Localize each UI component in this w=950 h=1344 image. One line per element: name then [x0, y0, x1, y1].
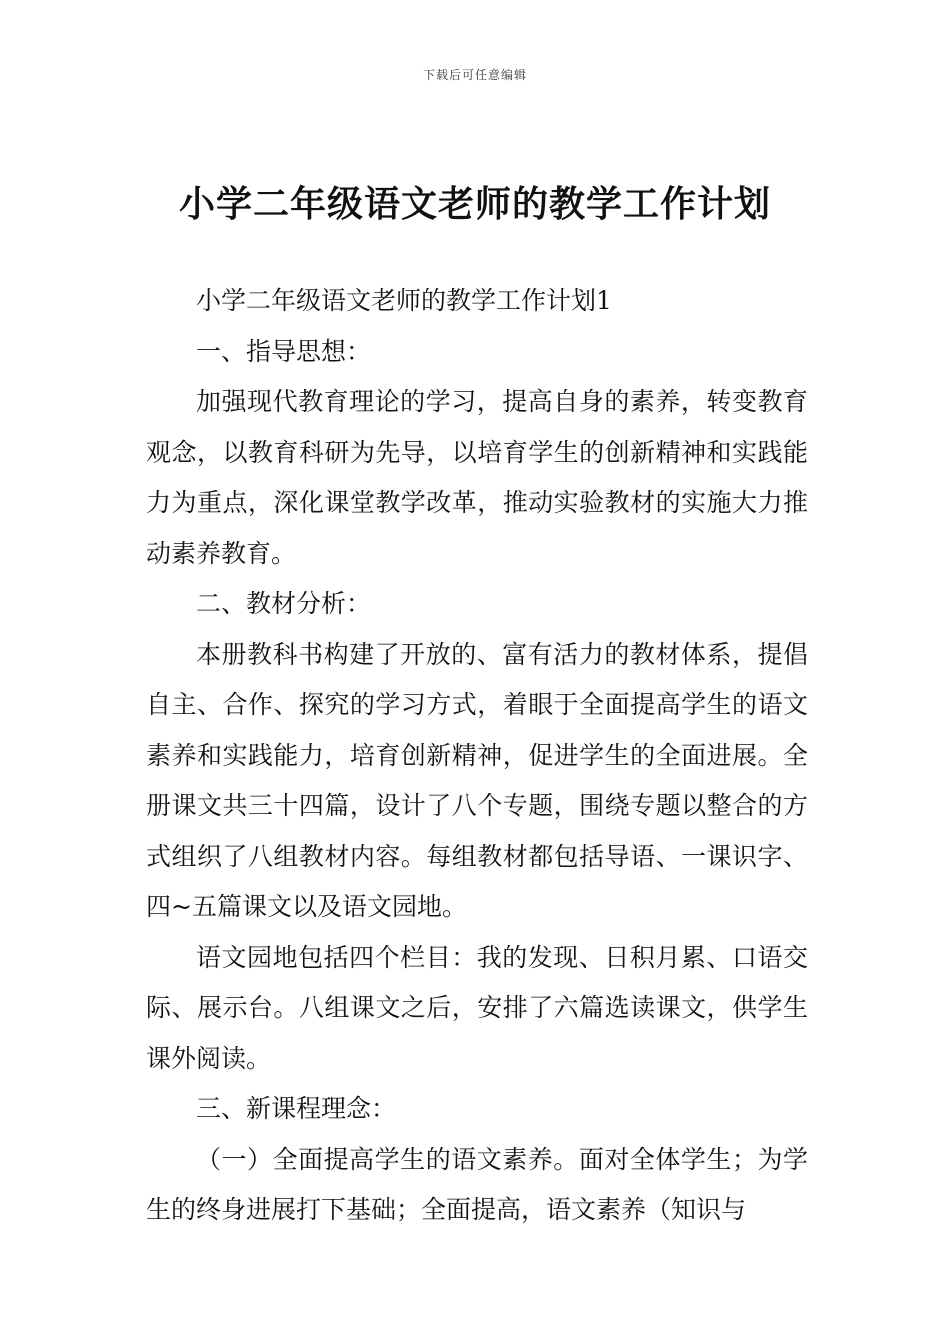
paragraph-subtitle: 小学二年级语文老师的教学工作计划1: [196, 286, 612, 315]
paragraph-heading-3: 三、新课程理念：: [196, 1094, 397, 1123]
paragraph-heading-2: 二、教材分析：: [196, 589, 372, 618]
document-title: 小学二年级语文老师的教学工作计划: [178, 183, 771, 225]
paragraph-curriculum-1: （一）全面提高学生的语文素养。面对全体学生；为学生的终身进展打下基础；全面提高，语文素养（知识与: [146, 1144, 808, 1224]
document-body: [146, 276, 808, 1236]
paragraph-guiding-thought: 加强现代教育理论的学习，提高自身的素养，转变教育观念，以教育科研为先导，以培育学生的创新精神和实践能力为重点，深化课堂教学改革，推动实验教材的实施大力推动素养教育。: [146, 387, 808, 568]
paragraph-textbook-analysis: 本册教科书构建了开放的、富有活力的教材体系，提倡自主、合作、探究的学习方式，着眼于全面提高学生的语文素养和实践能力，培育创新精神，促进学生的全面进展。全册课文共三十四篇，设计了八个专题，围绕专题以整合的方式组织了八组教材内容。每组教材都包括导语、一课识字、四~五篇课文以及语文园地。: [146, 639, 808, 921]
page-header: 下载后可任意编辑: [422, 68, 527, 82]
paragraph-heading-1: 一、指导思想：: [196, 336, 372, 366]
paragraph-language-garden: 语文园地包括四个栏目：我的发现、日积月累、口语交际、展示台。八组课文之后，安排了六篇选读课文，供学生课外阅读。: [146, 942, 808, 1073]
